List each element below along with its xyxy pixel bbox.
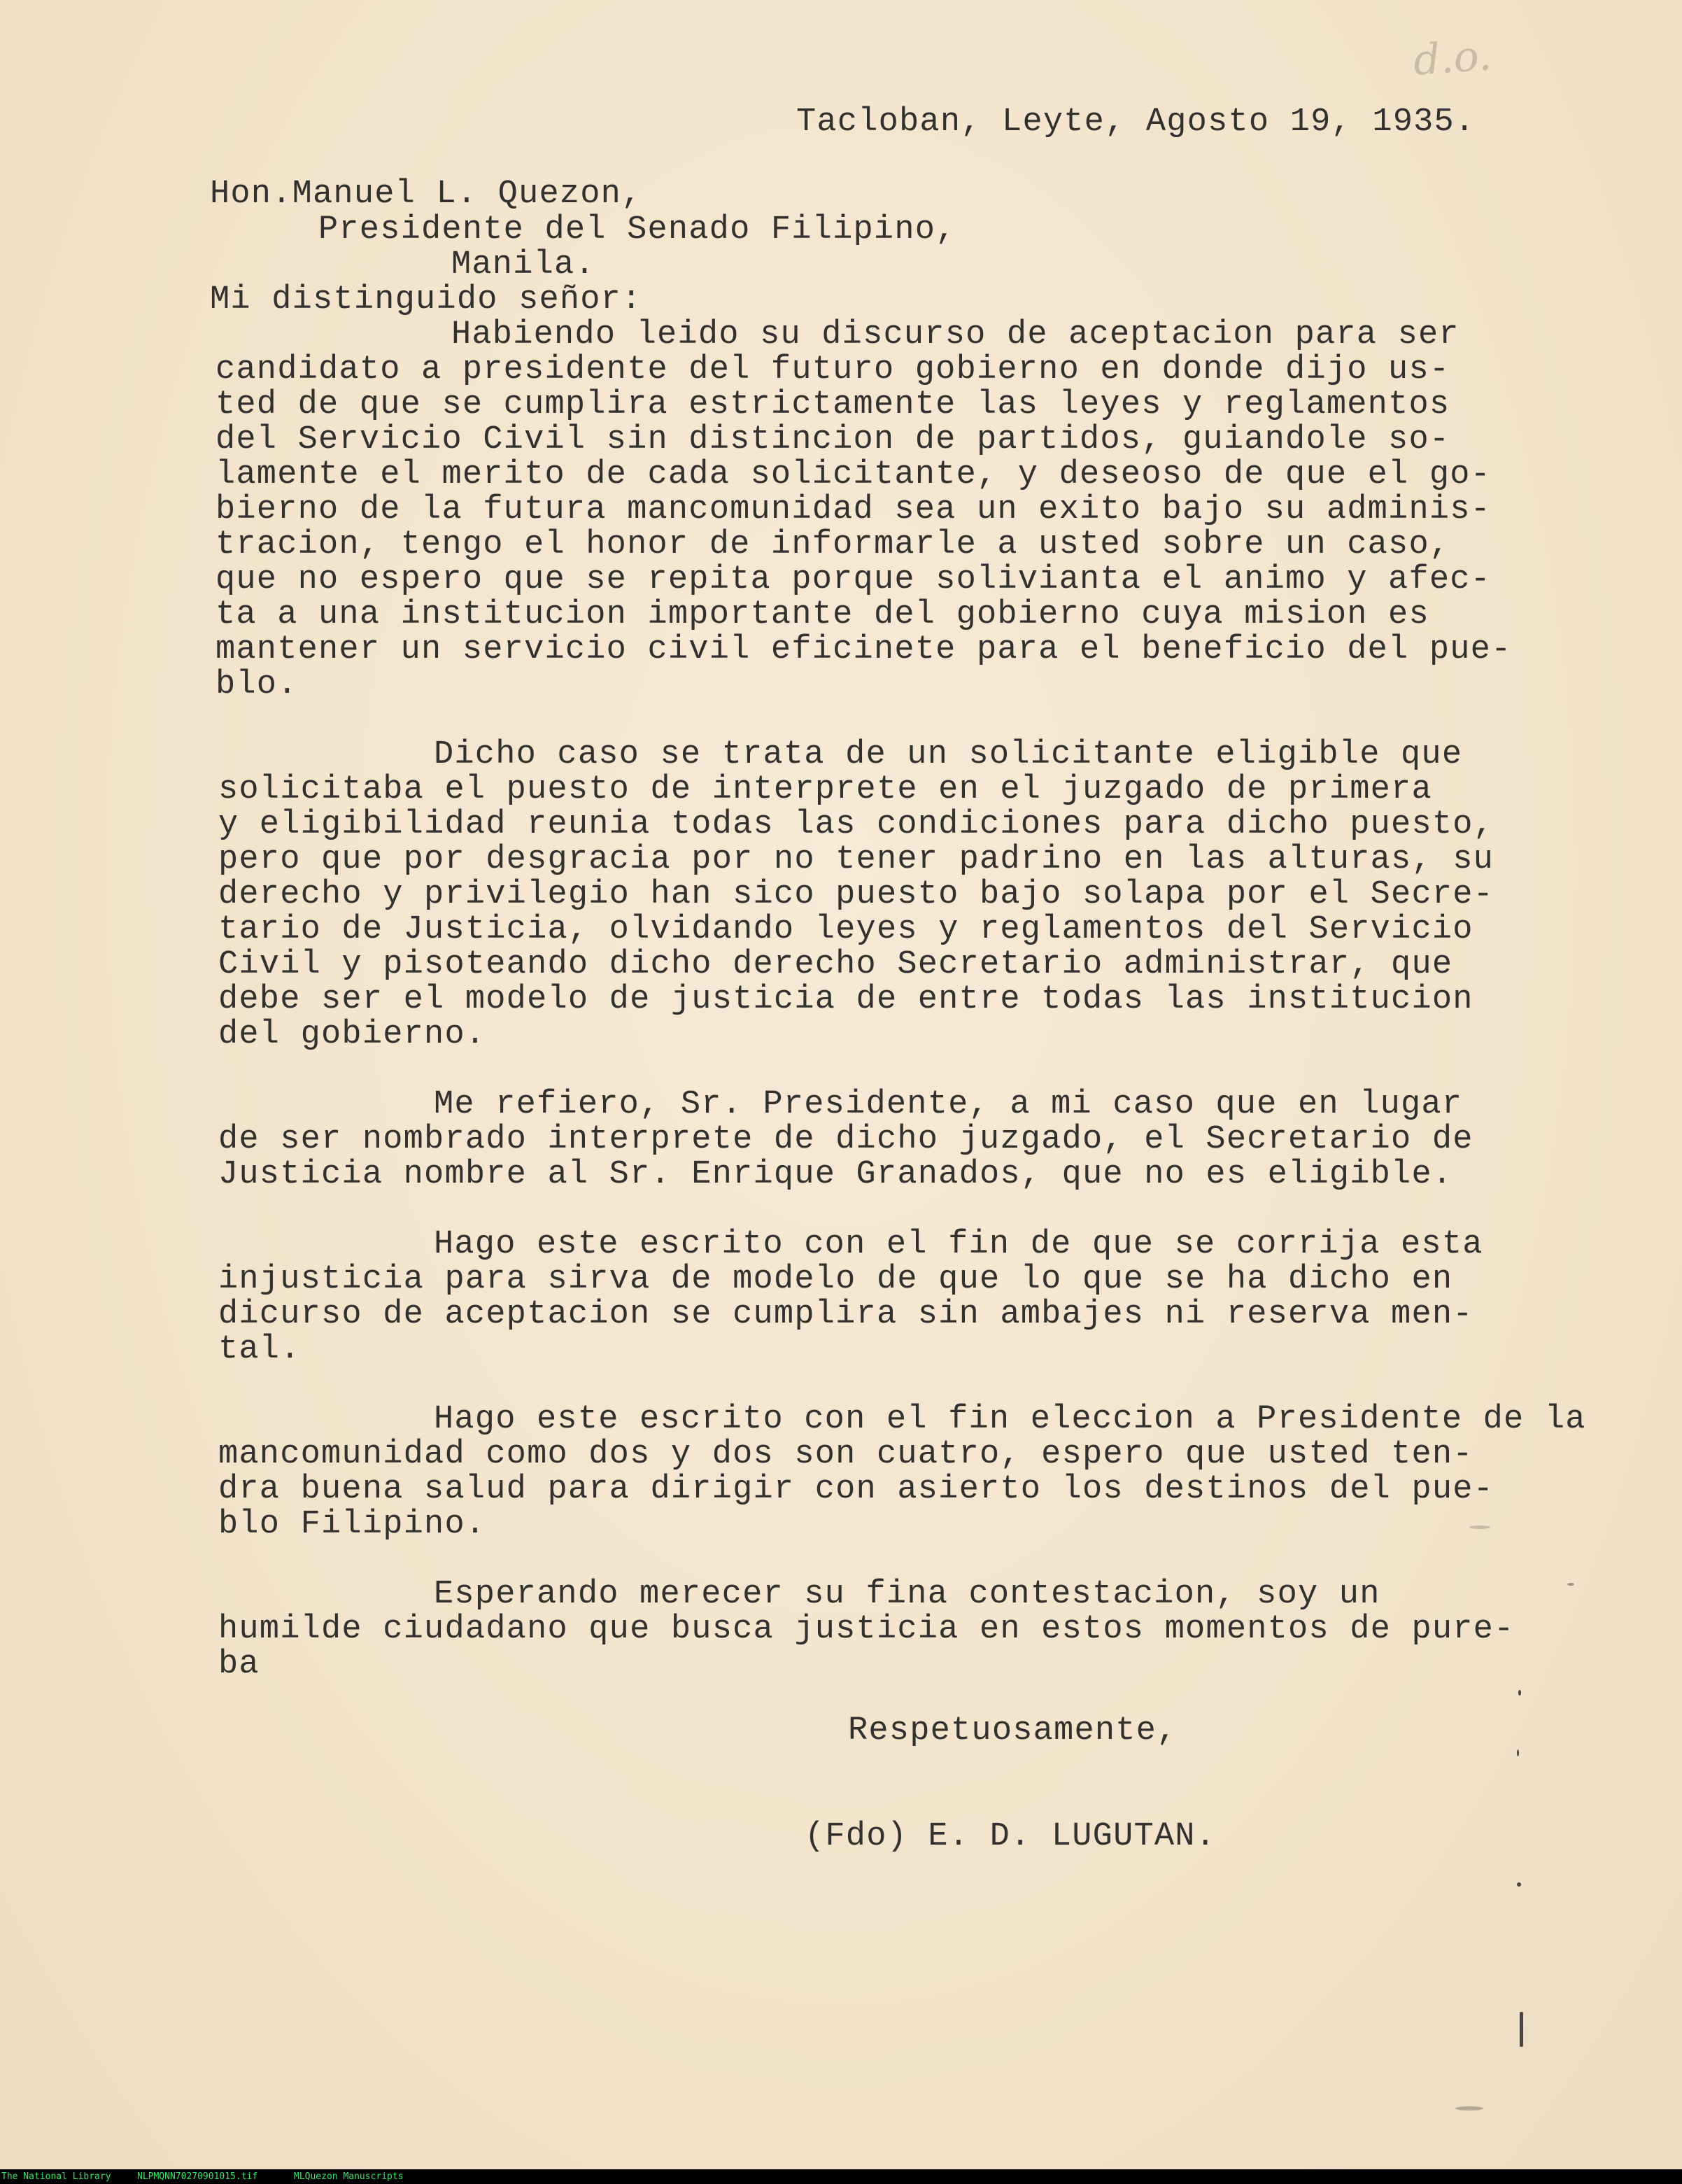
paragraph-1-line: blo. <box>215 666 298 703</box>
pencil-annotation: d.o. <box>1411 31 1493 85</box>
paragraph-4-line: injusticia para sirva de modelo de que lo que se ha dicho en <box>218 1261 1453 1298</box>
paragraph-2-line: del gobierno. <box>218 1016 486 1053</box>
paragraph-2-line: solicitaba el puesto de interprete en el juzgado de primera <box>218 771 1432 808</box>
paragraph-2-line: Civil y pisoteando dicho derecho Secretario administrar, que <box>218 946 1453 983</box>
address-line-title: Presidente del Senado Filipino, <box>318 211 956 248</box>
paragraph-2-line: pero que por desgracia por no tener padrino en las alturas, su <box>218 841 1494 878</box>
paragraph-6-line: ba <box>218 1646 260 1683</box>
paragraph-1-line: tracion, tengo el honor de informarle a usted sobre un caso, <box>215 526 1450 563</box>
paragraph-1-line: mantener un servicio civil eficinete para el beneficio del pue- <box>215 631 1512 668</box>
paragraph-2-line: tario de Justicia, olvidando leyes y reglamentos del Servicio <box>218 911 1473 948</box>
paragraph-3-line: de ser nombrado interprete de dicho juzgado, el Secretario de <box>218 1121 1473 1158</box>
ink-speck <box>1469 1526 1490 1529</box>
paragraph-5-line: mancomunidad como dos y dos son cuatro, espero que usted ten- <box>218 1436 1473 1473</box>
ink-speck <box>1455 2106 1483 2111</box>
paragraph-1-line: Habiendo leido su discurso de aceptacion para ser <box>451 316 1460 353</box>
paragraph-3-line: Me refiero, Sr. Presidente, a mi caso que en lugar <box>434 1086 1463 1123</box>
paragraph-5-line: Hago este escrito con el fin eleccion a Presidente de la <box>434 1401 1586 1438</box>
ink-speck <box>1517 1749 1519 1756</box>
ink-speck <box>1517 1882 1521 1887</box>
paragraph-1-line: que no espero que se repita porque solivianta el animo y afec- <box>215 561 1492 598</box>
address-line-name: Hon.Manuel L. Quezon, <box>210 176 642 213</box>
salutation: Mi distinguido señor: <box>210 281 642 318</box>
paragraph-1-line: bierno de la futura mancomunidad sea un exito bajo su adminis- <box>215 491 1492 528</box>
paragraph-4-line: tal. <box>218 1331 301 1368</box>
footer-collection: MLQuezon Manuscripts <box>294 2171 404 2182</box>
paragraph-5-line: blo Filipino. <box>218 1506 486 1543</box>
closing: Respetuosamente, <box>848 1712 1178 1749</box>
paragraph-2-line: y eligibilidad reunia todas las condiciones para dicho puesto, <box>218 806 1494 843</box>
paragraph-1-line: ted de que se cumplira estrictamente las leyes y reglamentos <box>215 386 1450 423</box>
address-line-city: Manila. <box>451 246 595 283</box>
paragraph-2-line: Dicho caso se trata de un solicitante eligible que <box>434 736 1463 773</box>
paragraph-5-line: dra buena salud para dirigir con asierto los destinos del pue- <box>218 1471 1494 1508</box>
ink-speck <box>1567 1583 1574 1586</box>
footer-file: NLPMQNN70270901015.tif <box>137 2171 258 2182</box>
paragraph-2-line: debe ser el modelo de justicia de entre todas las institucion <box>218 981 1473 1018</box>
paragraph-3-line: Justicia nombre al Sr. Enrique Granados, que no es eligible. <box>218 1156 1453 1193</box>
paragraph-6-line: Esperando merecer su fina contestacion, soy un <box>434 1576 1380 1613</box>
paragraph-1-line: ta a una institucion importante del gobierno cuya mision es <box>215 596 1429 633</box>
paragraph-1-line: candidato a presidente del futuro gobierno en donde dijo us- <box>215 351 1450 388</box>
paragraph-1-line: lamente el merito de cada solicitante, y deseoso de que el go- <box>215 456 1492 493</box>
paragraph-4-line: Hago este escrito con el fin de que se corrija esta <box>434 1226 1483 1263</box>
paragraph-6-line: humilde ciudadano que busca justicia en estos momentos de pure- <box>218 1611 1515 1648</box>
footer-library: The National Library <box>1 2171 111 2182</box>
paragraph-4-line: dicurso de aceptacion se cumplira sin ambajes ni reserva men- <box>218 1296 1473 1333</box>
place-date: Tacloban, Leyte, Agosto 19, 1935. <box>796 104 1476 141</box>
ink-speck <box>1520 2012 1523 2047</box>
paragraph-2-line: derecho y privilegio han sico puesto bajo solapa por el Secre- <box>218 876 1494 913</box>
scan-footer-bar <box>0 2169 1682 2184</box>
ink-speck <box>1518 1690 1521 1696</box>
signature: (Fdo) E. D. LUGUTAN. <box>805 1818 1217 1855</box>
paragraph-1-line: del Servicio Civil sin distincion de partidos, guiandole so- <box>215 421 1450 458</box>
